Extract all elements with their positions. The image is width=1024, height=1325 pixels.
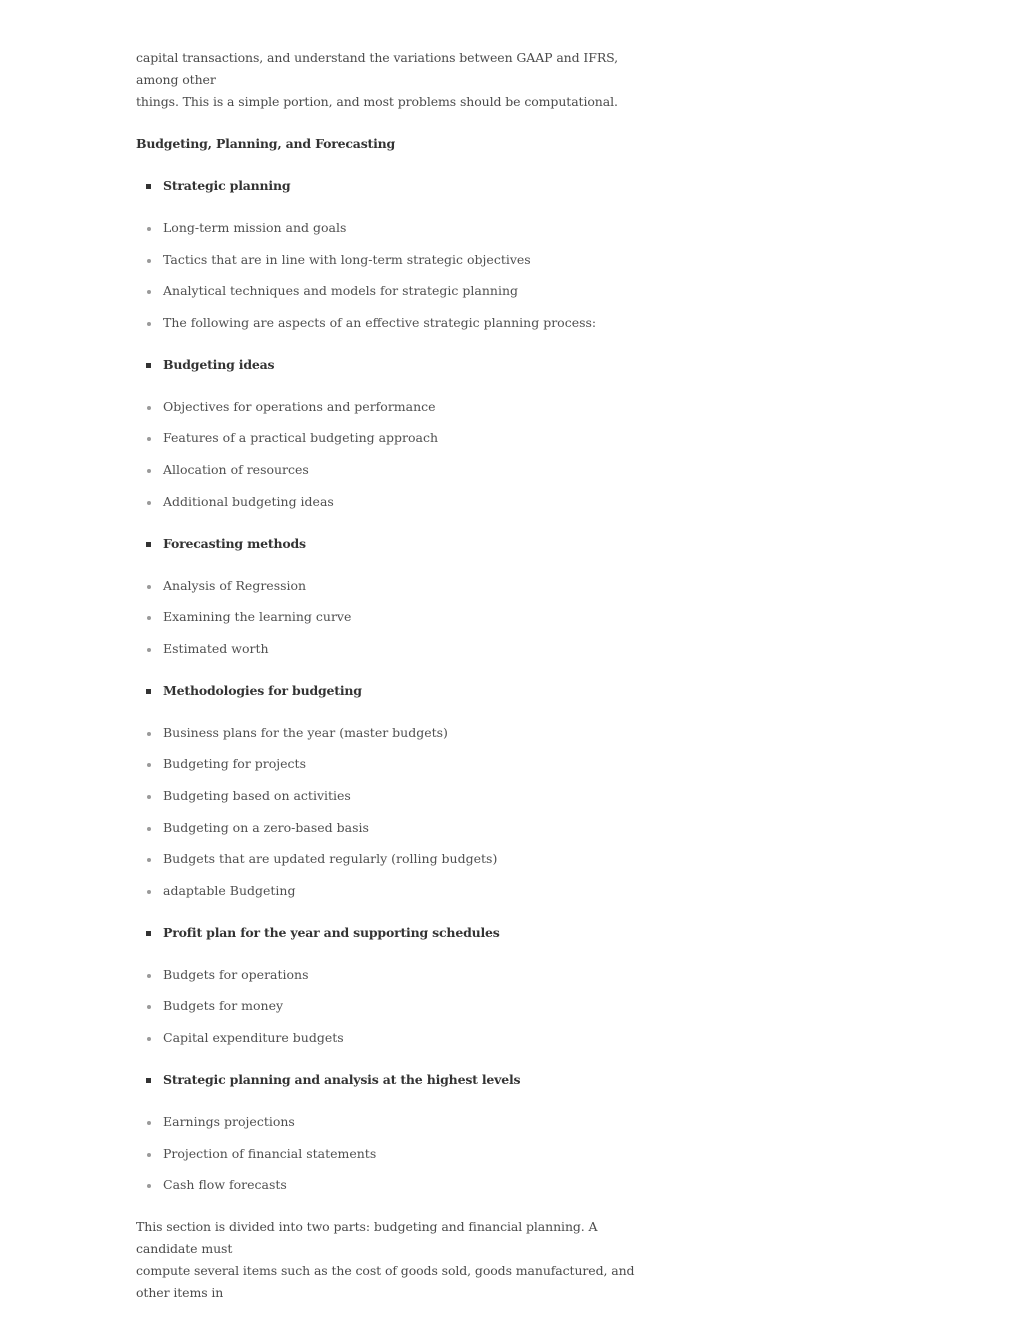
bullet-list [136, 964, 656, 1049]
section-profit-plan [136, 922, 656, 1049]
list-item: The following are aspects of an effective strategic planning process: [136, 312, 656, 334]
intro-line: things. This is a simple portion, and most problems should be computational. [136, 94, 618, 109]
list-item: Analytical techniques and models for strategic planning [136, 280, 656, 302]
list-item: Cash flow forecasts [136, 1174, 656, 1196]
closing-paragraph [136, 1216, 656, 1304]
list-item: Budgeting for projects [136, 753, 656, 775]
section-heading: Methodologies for budgeting [136, 680, 656, 702]
section-budgeting-methodologies [136, 680, 656, 902]
square-bullet-icon [146, 363, 151, 368]
bullet-dot-icon [147, 1005, 151, 1009]
bullet-dot-icon [147, 227, 151, 231]
list-item: Tactics that are in line with long-term strategic objectives [136, 249, 656, 271]
list-item: Earnings projections [136, 1111, 656, 1133]
bullet-dot-icon [147, 648, 151, 652]
section-budgeting-ideas [136, 354, 656, 513]
bullet-dot-icon [147, 858, 151, 862]
closing-line: compute several items such as the cost of goods sold, goods manufactured, and other items in [136, 1263, 635, 1301]
list-item: Budgeting based on activities [136, 785, 656, 807]
list-item: Analysis of Regression [136, 575, 656, 597]
intro-line: capital transactions, and understand the variations between GAAP and IFRS, among other [136, 50, 619, 87]
bullet-list [136, 575, 656, 660]
list-item: Additional budgeting ideas [136, 491, 656, 513]
bullet-dot-icon [147, 795, 151, 799]
intro-paragraph [136, 47, 656, 113]
list-item: adaptable Budgeting [136, 880, 656, 902]
section-strategic-planning [136, 175, 656, 334]
bullet-dot-icon [147, 827, 151, 831]
list-item: Long-term mission and goals [136, 217, 656, 239]
bullet-dot-icon [147, 1153, 151, 1157]
bullet-dot-icon [147, 763, 151, 767]
list-item: Budgets that are updated regularly (rolling budgets) [136, 848, 656, 870]
list-item: Examining the learning curve [136, 606, 656, 628]
list-item: Capital expenditure budgets [136, 1027, 656, 1049]
bullet-dot-icon [147, 1037, 151, 1041]
bullet-dot-icon [147, 469, 151, 473]
bullet-dot-icon [147, 1184, 151, 1188]
article-body [136, 47, 656, 1304]
bullet-dot-icon [147, 732, 151, 736]
bullet-dot-icon [147, 322, 151, 326]
list-item: Objectives for operations and performance [136, 396, 656, 418]
bullet-dot-icon [147, 616, 151, 620]
list-item: Allocation of resources [136, 459, 656, 481]
bullet-dot-icon [147, 585, 151, 589]
list-item: Estimated worth [136, 638, 656, 660]
square-bullet-icon [146, 542, 151, 547]
square-bullet-icon [146, 689, 151, 694]
bullet-dot-icon [147, 406, 151, 410]
list-item: Budgeting on a zero-based basis [136, 817, 656, 839]
section-heading: Forecasting methods [136, 533, 656, 555]
bullet-list [136, 1111, 656, 1196]
list-item: Business plans for the year (master budgets) [136, 722, 656, 744]
section-title: Budgeting, Planning, and Forecasting [136, 136, 396, 151]
bullet-list [136, 217, 656, 334]
bullet-dot-icon [147, 890, 151, 894]
section-heading: Strategic planning [136, 175, 656, 197]
bullet-dot-icon [147, 437, 151, 441]
bullet-dot-icon [147, 501, 151, 505]
list-item: Budgets for operations [136, 964, 656, 986]
section-highest-level-planning [136, 1069, 656, 1196]
list-item: Features of a practical budgeting approach [136, 427, 656, 449]
section-forecasting-methods [136, 533, 656, 660]
bullet-dot-icon [147, 259, 151, 263]
square-bullet-icon [146, 931, 151, 936]
bullet-list [136, 722, 656, 902]
square-bullet-icon [146, 1078, 151, 1083]
square-bullet-icon [146, 184, 151, 189]
list-item: Projection of financial statements [136, 1143, 656, 1165]
bullet-dot-icon [147, 1121, 151, 1125]
section-heading: Budgeting ideas [136, 354, 656, 376]
bullet-dot-icon [147, 290, 151, 294]
bullet-list [136, 396, 656, 513]
section-heading: Strategic planning and analysis at the highest levels [136, 1069, 656, 1091]
closing-line: This section is divided into two parts: budgeting and financial planning. A candidate must [136, 1219, 598, 1257]
bullet-dot-icon [147, 974, 151, 978]
section-heading: Profit plan for the year and supporting schedules [136, 922, 656, 944]
list-item: Budgets for money [136, 995, 656, 1017]
